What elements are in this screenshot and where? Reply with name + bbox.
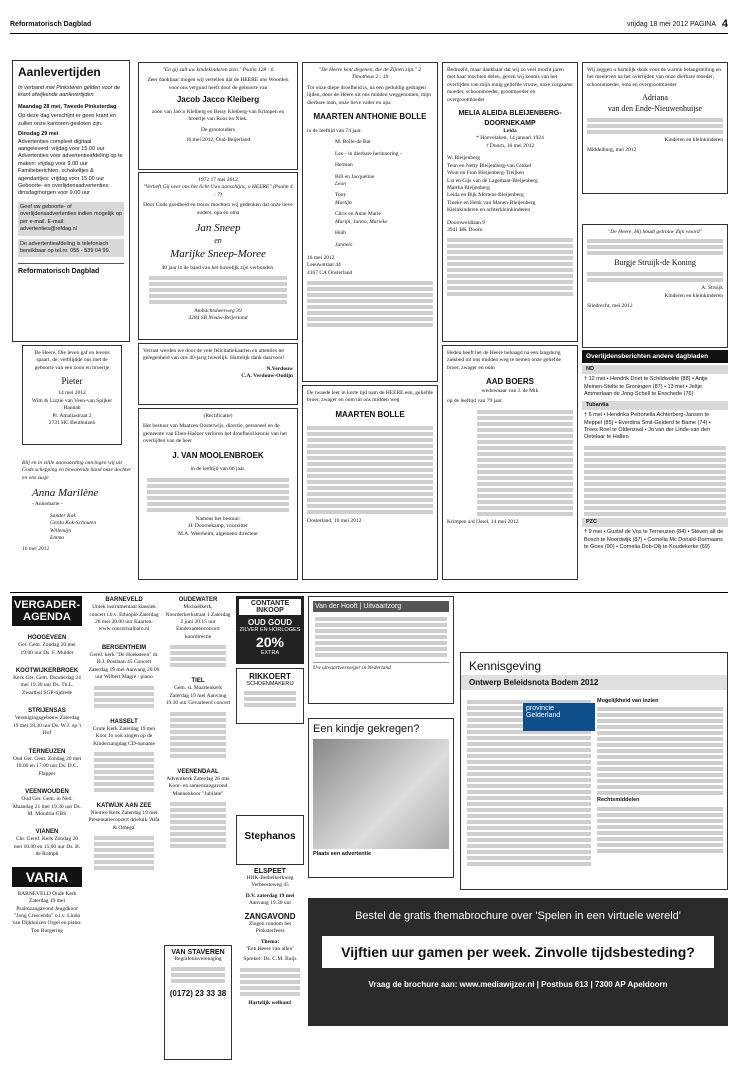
concert-text: Nieuwe Kerk Zaterdag 19 mei Presentatieconcert drieluik 'Alfa & Omega' (88, 810, 160, 831)
concert-place: BARNEVELD (105, 597, 143, 603)
page-date: vrijdag 18 mei 2012 PAGINA (627, 21, 716, 28)
elspeet-thema: Thema: (260, 938, 280, 945)
concert-text: Uniek instrumentaal klassiek concert t.b.v. Ethiopië Zaterdag 26 mei 20.00 uur Kaarten: www.concertsalbarn.nl (89, 604, 159, 633)
concert-text: Geref. kerk "De Hoeksteen" dr. H.J. Postlaan 45 Concert Zaterdag 19 mei Aanvang 20.00 uur Wilbert Magré / piano (88, 651, 160, 681)
bolle-ad (302, 62, 438, 382)
page-number: 4 (721, 18, 728, 30)
agenda-column (12, 596, 82, 1060)
contante-sub2: ZILVER EN HORLOGES (239, 627, 301, 633)
marilene-intro: Blij en in stille aanvaarding ontvingen wij uit Gods schepping en bewarende hand onze dochter en ons zusje (22, 460, 132, 481)
pieter-date: 14 mei 2012 (58, 390, 86, 397)
concert-item (88, 802, 160, 832)
agenda-text: Chr. Geref. Kerk Zondag 20 mei 10.00 en 15.00 uur Ds. B. de Romph (13, 836, 81, 858)
elspeet-ad (236, 868, 304, 1060)
kindje-ad (308, 718, 454, 878)
mediawijzer-ad (308, 898, 728, 1026)
kleiberg-text3: De grootouders (200, 126, 236, 133)
concert-item (164, 677, 232, 707)
struijk-ad (582, 224, 728, 348)
struijk-sign: A. Struijk Kinderen en kleinkinderen (664, 285, 723, 299)
bolle-text: Tot onze diepe droefheid is, na een geduldig gedragen lijden, door de Heere uit ons midden weggenomen, mijn dierbare man, onze lieve vader en opa (307, 84, 432, 106)
kennisgeving-ad (460, 652, 728, 890)
marilene-sub: - Annemarie - (32, 501, 63, 508)
sneep-name2: Marijke Sneep-Moree (170, 247, 266, 260)
contante-pct-text: EXTRA (260, 650, 280, 657)
overlijdens-title: Overlijdensberichten andere dagbladen (582, 350, 728, 363)
marilene-date: 16 mei 2012 (22, 546, 50, 553)
agenda-text: Ger. Gem. Zondag 20 mei 19:00 uur Ds. F. Mulder (18, 642, 76, 656)
agenda-text: Oud Ger. Gem. in Ned. Maandag 21 mei 19.30 uur Ds. M. Mondria GBS (12, 796, 82, 817)
kennisgeving-sub: Ontwerp Beleidsnota Bodem 2012 (461, 675, 727, 690)
bolle2-name: MAARTEN BOLLE (335, 409, 405, 419)
concert-place: TIEL (191, 678, 205, 685)
bolle-age: in de leeftijd van 74 jaar. (307, 127, 362, 134)
family-line: Tony (335, 192, 347, 199)
marilene-ad (22, 460, 132, 580)
staveren-phone: (0172) 23 33 38 (169, 989, 227, 999)
marilene-family: Sander Kok Gerda Kok-Schouten Willemijn Emma (50, 512, 97, 541)
concert-item (88, 718, 160, 748)
sneep-en: en (214, 235, 222, 245)
agenda-place: STRIJENSAS (28, 708, 66, 715)
family-line: M. Bolle-de Bat (335, 139, 371, 146)
rikkoert-ad (236, 668, 304, 724)
moolenbroek-text: Het bestuur van Maatzen Oosterwijs, directie, personeel en de gemeente van Eben-Haëzer verloren het droefheid kennis van het overlijden van de heer (143, 423, 287, 445)
bolle2-place: Oosterland, 16 mei 2012 (307, 517, 362, 524)
moolenbroek-age: in de leeftijd van 66 jaar. (190, 466, 246, 473)
concert-place: KATWIJK AAN ZEE (96, 802, 152, 809)
family-line: Herman (335, 162, 353, 169)
moolenbroek-ad (138, 408, 298, 580)
overlijdens-box (582, 350, 728, 582)
elspeet-thema-text: "Een Heere van allen" (245, 945, 295, 952)
aanlevertijden-sub1: Maandag 28 mei, Tweede Pinksterdag (18, 103, 117, 110)
agenda-title: VERGADER-AGENDA (12, 596, 82, 626)
overlijdens-text-pzc: † 9 mei • Gustaf de Vos te Terneuzen (84) • Steven alt de Bosch te Noordwijk (87) • Cornelia Mc Donald-Dormaans te Goes (90) • Cornelia Dob-Olij te Koudekerke (69) (584, 529, 724, 551)
boers-name: AAD BOERS (485, 377, 534, 387)
concert-item (164, 596, 232, 641)
kleiberg-text2: zoon van Jacco Kleiberg en Betsy Kleiberg-van Krimpen en broertje van Roos en Niek. (151, 109, 285, 123)
overlijdens-tag-nd: ND (582, 365, 728, 374)
family-line: Leon (335, 181, 346, 188)
boers-text: Heden heeft het de Heere behaagd na een langdurig ziekbed uit ons midden weg te nemen onze geliefde broer, zwager en oom (447, 350, 561, 371)
bolle-family (335, 139, 433, 249)
bleijenberg-address: Doornweidlaan 9 3941 BK Doorn (447, 219, 486, 234)
mediawijzer-top: Bestel de gratis themabrochure over 'Spelen in een virtuele wereld' (355, 910, 681, 922)
aanlevertijden-item: Familieberichten, schakeltjes & agendaritjes: vrijdag voor 15.00 uur (18, 168, 105, 182)
pieter-parents: Wim & Lizzie van Veen-van Spijker Hannah (31, 397, 113, 412)
boers-place: Krimpen a/d IJssel, 14 mei 2012 (447, 518, 519, 525)
staveren-sub: Begrafenisvereniging (174, 956, 222, 962)
bleijenberg-place: Leida (503, 127, 517, 134)
staveren-title: VAN STAVEREN (171, 949, 225, 956)
aanlevertijden-sub2: Dinsdag 29 mei (18, 131, 59, 138)
stephanos-ad (236, 815, 304, 865)
concert-text: Gem. st. Maartenkerk Zaterdag 19 mei Aanvang 19.30 uur Gevarieerd concert (165, 685, 231, 707)
hooff-tag: Uw uitvaartverzorger in Nederland (313, 662, 449, 672)
aanlevertijden-item: Geboorte- en overlijdensadvertenties: dinsdagmorgen voor 9.00 uur (18, 183, 110, 197)
family-line: Wout en Finn Bleijenberg-Treijken (447, 170, 525, 177)
struijk-name: Burgje Struijk-de Koning (614, 258, 696, 268)
moolenbroek-verse: (Rectificatie) (203, 413, 233, 419)
kleiberg-date: 16 mei 2012, Oud-Beijerland (185, 137, 251, 144)
struijk-place: Sliedrecht, mei 2012 (587, 303, 633, 310)
contante-title: CONTANTE INKOOP (239, 599, 301, 615)
pieter-name: Pieter (61, 376, 83, 387)
kennisgeving-col-title: Mogelijkheid van inzien (597, 698, 659, 704)
aanlevertijden-box (12, 60, 130, 342)
concert-place: HASSELT (110, 718, 138, 725)
elspeet-title: ZANGAVOND (244, 911, 296, 921)
sneep-text: Door Gods goedheid en trouw mochten wij gedenken dat onze lieve ouders, opa en oma (143, 202, 293, 216)
family-line: Leida en Bijk Mertens-Bleijenberg (447, 192, 524, 199)
hooff-ad (308, 596, 454, 704)
bolle2-text: De twaede leer in korte tijd nam de HEERE een, geliefde broer, zwager en oom uit ons midden weg (307, 390, 433, 404)
mediawijzer-main: Vijftien uur gamen per week. Zinvolle tijdsbesteding? (322, 936, 714, 968)
rikkoert-title: RIKKOERT (249, 672, 291, 681)
elspeet-place: ELSPEET (254, 868, 286, 875)
verdouw-sign: N.Verdouw C.A. Verdouw-Oudijn (241, 365, 293, 380)
family-line: Kleinkinderen en achterkleinkinderen (447, 207, 531, 214)
boers-sub: weduwnaar van J. de Mik (481, 388, 539, 395)
rikkoert-sub: SCHOENMAKERIJ (246, 681, 294, 687)
contante-pct: 20% (255, 634, 285, 651)
concert-place: OUDEWATER (178, 597, 218, 603)
boers-age: op de leeftijd van 79 jaar. (447, 398, 503, 405)
hooff-title: Van der Hooft | Uitvaartzorg (313, 601, 449, 612)
adriana-sign: Kinderen en kleinkinderen (664, 136, 723, 143)
sneep-address: Ambachtsheerweg 39 3284 SB Nieuw-Beijerland (188, 308, 248, 322)
bleijenberg-intro: Bedroefd, maar dankbaar dat wij zo veel mocht jaren met haar mochten delen, geven wij kennis van het overlijden van mijn innig geliefde vrouw, onze zorgzame moeder, schoonmoeder, grootmoeder en overgrootmoeder (447, 67, 573, 103)
family-line: Teun en Netty Bleijenberg-van Ginkel (447, 162, 532, 169)
bolle-name: MAARTEN ANTHONIE BOLLE (313, 112, 427, 122)
sneep-text2: 40 jaar in de band van het huwelijk zijn verbonden. (161, 264, 275, 271)
elspeet-spreker: Spreker: Ds. C.M. Buijs (243, 956, 297, 963)
kennisgeving-col2-title: Rechtsmiddelen (597, 797, 640, 804)
concert-item (88, 596, 160, 634)
concert-item (88, 644, 160, 682)
aanlevertijden-item: Advertenties compleet digitaal aangeleverd: vrijdag voor 15.00 uur (18, 138, 105, 152)
phone-note: De advertentieafdeling is telefonisch bereikbaar op tel.nr. 055 - 539 04 99. (18, 239, 124, 258)
kleiberg-text1: Zeer dankbaar mogen wij vertellen dat de HEERE ons Woorden voor ons vergund heeft door de geboorte van (147, 77, 289, 91)
adriana-ad (582, 62, 728, 194)
aanlevertijden-intro: In verband met Pinksteren gelden voor de krant afwijkende aanlevertijden. (18, 85, 121, 99)
paper-name: Reformatorisch Dagblad (10, 21, 92, 28)
kennisgeving-title: Kennisgeving (469, 659, 542, 673)
email-note: Geef uw geboorte- of overlijdensadvertenties indien mogelijk op per e-mail. E-mail: advertenties@refdag.nl (18, 202, 124, 236)
aanlevertijden-sub1-text: Op deze dag verschijnt er geen krant en zullen onze kantoren gesloten zijn. (18, 113, 116, 127)
concert-text: Grote Kerk Zaterdag 19 mei Koor Jo ook zingen op de Kinderzangdag CD-opname (92, 725, 156, 747)
kindje-foot: Plaats een advertentie (313, 851, 372, 857)
elspeet-sub: Zingen rondom het Pinksterfeest (248, 920, 292, 935)
aanlevertijden-item: Advertenties voor advertentieafdeling op te maken: vrijdag voor 9.00 uur (18, 153, 123, 167)
family-line: Leo - in dierbare herinnering - (335, 150, 402, 157)
agenda-text: Oud Ger. Gem. Zondag 20 mei 10.00 en 17.00 uur Ds. D.C. Flapper (12, 755, 82, 777)
agenda-place: TERNEUZEN (28, 748, 66, 755)
page-header (10, 18, 728, 34)
bleijenberg-died: † Doorn, 16 mei 2012 (485, 142, 535, 149)
elspeet-dank: Hartelijk welkom! (248, 999, 292, 1006)
bolle-quote: "De Heere kent degenen, die de Zijnen zijn." 2 Timotheus 2 : 19 (318, 67, 422, 81)
overlijdens-tag-tubantia: Tubantia (582, 401, 728, 410)
concert-item (164, 768, 232, 798)
family-line: Bill en Jacqueline (335, 173, 375, 180)
concerts-col2 (164, 596, 232, 941)
varia-text: BARNEVELD Oude Kerk Zaterdag 19 mei Psalmzangavond Jeugdkoor "Jong Crescendo" o.l.v. Linda van Dijkhuizen Orgel en piano: Ton Burgering (12, 890, 82, 934)
contante-sub: OUD GOUD (248, 618, 292, 627)
sneep-dates: 1972 17 mei 2012 (198, 177, 238, 183)
elspeet-date: D.V. zaterdag 19 mei (245, 892, 295, 899)
family-line: Lia en Gijs van de Lagemaat-Bleijenberg (447, 177, 538, 184)
concert-text: Michaëlkerk, Noorderkerkstraat 1 Zaterdag 2 juni 20.15 uur Eindexamenconcert koordirectie (165, 604, 231, 640)
aanlevertijden-title: Aanlevertijden (18, 65, 101, 79)
marilene-name: Anna Marilène (32, 487, 99, 500)
bleijenberg-ad (442, 62, 578, 342)
bolle-date: 16 mei 2012 Leeuwstraat 44 4167 CA Oosterland (307, 254, 353, 276)
gelderland-logo: provincie Gelderland (523, 703, 595, 731)
kleiberg-name: Jacob Jacco Kleiberg (176, 95, 260, 105)
agenda-text: Kerk Ger. Gem. Donderdag 24 mei 19.30 uur Ds. Th.L. Zwartbol SGP-tijdrede (13, 675, 81, 696)
stephanos-title: Stephanos (244, 831, 296, 842)
overlijdens-text-nd: † 12 mei • Hendrik Driet te Schildwolde (88) • Antje Meinen-Stelte te Groningen (87) • 13 mei • Jeltje Ammerlaan de Jong-Schell te Enschede (76) (584, 376, 708, 398)
pieter-address: Pr. Amaliastraat 2 2731 HC Benthuizen (48, 412, 96, 427)
moolenbroek-name: J. VAN MOOLENBROEK (172, 450, 264, 460)
concerts-col1 (88, 596, 160, 1060)
pieter-ad (22, 345, 122, 445)
overlijdens-tag-pzc: PZC (582, 518, 728, 527)
concert-text: Adventkerk Zaterdag 26 mei Koor- en samenzangavond Mannenkoor "Jubilate" (166, 775, 230, 797)
elspeet-time: Aanvang 19.30 uur (248, 900, 292, 907)
contante-ad (236, 596, 304, 664)
bolle2-ad (302, 385, 438, 580)
pieter-text: De Heere, Die leven gaf en levens spaart, de, verblijdde ons met de geboorte van een zoon en broertje (34, 350, 110, 371)
agenda-place: HOOGEVEEN (27, 635, 67, 641)
boers-ad (442, 345, 578, 580)
family-line: Marijn, Janno, Marieke (335, 218, 388, 225)
section-divider (10, 592, 728, 593)
family-line: Martha Bleijenberg (447, 184, 490, 191)
bleijenberg-name: MELIA ALEIDA BLEIJENBERG-DOORNEKAMP (458, 110, 562, 127)
struijk-quote: "De Heere, Hij houdt getrouw Zijn woord" (608, 229, 702, 235)
varia-title: VARIA (12, 867, 82, 887)
family-line: Huib (335, 230, 346, 237)
family-line: Martijn (335, 199, 352, 206)
kindje-title: Een kindje gekregen? (313, 723, 420, 735)
agenda-place: KOOTWIJKERBROEK (15, 667, 79, 674)
baby-photo (313, 739, 449, 849)
agenda-place: VIANEN (35, 829, 59, 836)
staveren-ad (164, 945, 232, 1060)
moolenbroek-sign: Namens het bestuur: H. Doornekamp, voorzitter M.A. Weerheim, algemeen directeur (177, 515, 259, 537)
agenda-place: VEENWOUDEN (25, 789, 69, 796)
adriana-text: Wij zeggen u hartelijk dank voor de warme belangstelling en het meeleven na het overlijden van onze dierbare moeder, schoonmoeder, oma en overgrootmoeder (587, 67, 722, 88)
kleiberg-ad (138, 62, 298, 170)
elspeet-text: HHK-Bethelkerkweg Verbeesteweg 45 (246, 875, 294, 889)
bleijenberg-born: * Hoevelaken, 14 januari 1924 (476, 135, 544, 142)
adriana-name: Adriana (642, 93, 668, 103)
concert-place: VEENENDAAL (177, 768, 219, 775)
rd-logo: Reformatorisch Dagblad (18, 263, 124, 275)
family-line: Chris en Anne Marie (335, 211, 381, 218)
adriana-place: Middelburg, mei 2012 (587, 147, 637, 154)
sneep-quote: "Verheft Gij over ons het licht Uws aanschijns, o HEERE" (Psalm 4 : 7) (143, 184, 293, 198)
concert-place: BERGENTHEIM (101, 644, 147, 651)
mediawijzer-foot: Vraag de brochure aan: www.mediawijzer.nl | Postbus 613 | 7300 AP Apeldoorn (368, 980, 668, 989)
family-line: Tineke en Henk van Manen-Bleijenberg (447, 199, 536, 206)
verdouw-text: Verrast werden we door de vele felicitatiekaarten en attenties ter gelegenheid van ons 40-jarig huwelijk. Hartelijk dank daarvoor! (143, 348, 285, 362)
verdouw-ad (138, 343, 298, 405)
overlijdens-text-tubantia: † 6 mei • Hendrika Petronella Achterberg-Jansen te Meppel (85) • Everdina Smit-Gelderd te Bame (74) • Trees Roel te Oldenzaal • Jo van der Linde-van den Oetelaar te Halten (584, 412, 711, 441)
sneep-ad (138, 172, 298, 340)
sneep-name1: Jan Sneep (195, 222, 241, 235)
adriana-name2: van den Ende-Nieuwenhuijse (607, 104, 703, 114)
family-line: W. Bleijenberg (447, 155, 480, 162)
agenda-text: Verenigingsgebouw Zaterdag 19 mei 18.30 uur Ds. W.J. op 't Hof (12, 715, 82, 737)
family-line: Jannelo (335, 241, 353, 248)
kleiberg-quote: "En gij zult uw kindekinderen zien." Psalm 128 : 6 (162, 67, 274, 73)
